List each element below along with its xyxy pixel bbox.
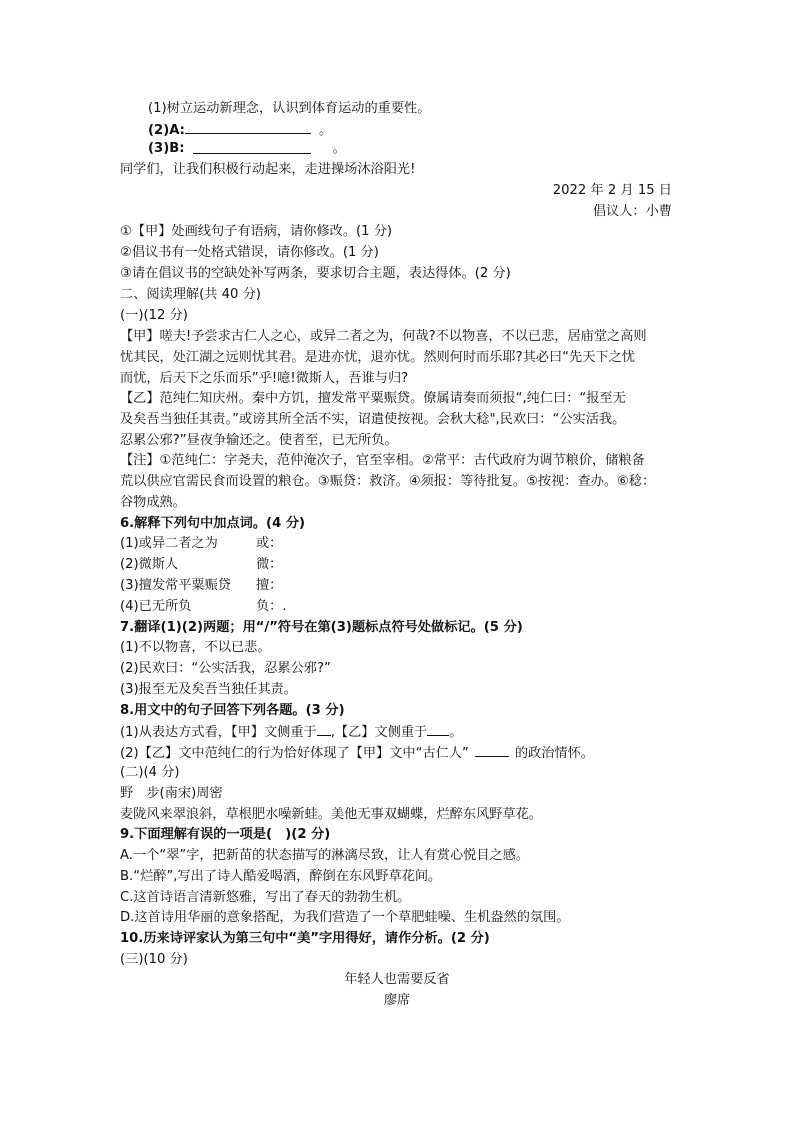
article-title: 年轻人也需要反省 [344, 972, 450, 987]
q9-option: B.“烂醉”,写出了诗人酷爱喝酒，醉倒在东风野草花间。 [120, 869, 442, 884]
q6-item [120, 556, 282, 574]
q6-item [120, 598, 287, 616]
q8-text: (2)【乙】文中范纯仁的行为恰好体现了【甲】文中“古仁人” [120, 746, 469, 761]
part-1-heading: (一)(12 分) [120, 308, 188, 323]
q6-word: 负：. [256, 599, 287, 614]
q8-text: 的政治情怀。 [514, 746, 594, 761]
answer-blank-b [193, 140, 311, 154]
q8-item-2 [120, 743, 594, 763]
passage-jia-line: 忧其民，处江湖之远则忧其君。是进亦忧，退亦忧。然则何时而乐耶?其必曰“先天下之忧 [120, 350, 635, 365]
poem-text: 麦陇风来翠浪斜，草根肥水噪新蛙。美他无事双蝴蝶，烂醉东风野草花。 [120, 807, 542, 822]
part-3-heading: (三)(10 分) [120, 952, 188, 967]
proposal-closing: 同学们，让我们积极行动起来，走进操场沐浴阳光! [120, 162, 416, 177]
q9-option: D.这首诗用华丽的意象搭配，为我们营造了一个草肥蛙噪、生机盎然的氛围。 [120, 910, 570, 925]
q6-item [120, 577, 282, 595]
section-heading: 二、阅读理解(共 40 分) [120, 287, 261, 302]
proposal-item-2 [148, 120, 332, 140]
q8-text: ,【乙】文侧重于 [330, 725, 428, 740]
part-2-heading: (二)(4 分) [120, 765, 180, 780]
task-3: ③请在倡议书的空缺处补写两条，要求切合主题，表达得体。(2 分) [120, 266, 511, 281]
passage-yi-line: 及矣吾当独任其责。”或谤其所全活不实，诏遣使按视。会秋大稔",民欢曰：“公实活我。 [120, 412, 626, 427]
passage-jia-line: 而忧，后天下之乐而乐”乎!噫!微斯人，吾谁与归? [120, 371, 409, 386]
note-line: 【注】①范纯仁：字尧夫，范仲淹次子，官至宰相。②常平：古代政府为调节粮价，储粮备 [120, 453, 645, 468]
proposal-item-3 [148, 140, 346, 158]
q6-sentence: (1)或异二者之为 [120, 536, 218, 551]
question-8-title: 8.用文中的句子回答下列各题。(3 分) [120, 703, 345, 718]
task-2: ②倡议书有一处格式错误，请你修改。(1 分) [120, 245, 379, 260]
answer-blank-a [185, 120, 311, 134]
passage-jia-line: 【甲】嗟夫!予尝求古仁人之心，或异二者之为，何哉?不以物喜，不以已悲，居庙堂之高则 [120, 329, 647, 344]
q9-option: C.这首诗语言清新悠雅，写出了春天的勃勃生机。 [120, 890, 411, 905]
passage-yi-line: 【乙】范纯仁知庆州。秦中方饥，擅发常平粟赈贷。僚属请奏而须报“,纯仁曰：“报至无 [120, 391, 626, 406]
q6-sentence: (3)擅发常平粟赈贷 [120, 578, 231, 593]
q7-item: (2)民欢曰：“公实活我，忍累公邪?” [120, 661, 331, 676]
q6-word: 或： [256, 536, 283, 551]
question-9-title: 9.下面理解有误的一项是( )(2 分) [120, 827, 331, 842]
q6-sentence: (4)已无所负 [120, 599, 192, 614]
question-7-title: 7.翻译(1)(2)两题；用“/”符号在第(3)题标点符号处做标记。(5 分) [120, 620, 523, 635]
article-author: 廖席 [383, 993, 411, 1008]
answer-blank [475, 743, 509, 757]
proposal-date: 2022 年 2 月 15 日 [552, 183, 672, 198]
item-2-label: (2)A: [148, 123, 185, 138]
passage-yi-line: 忍累公邪?”昼夜争输还之。使者至，已无所负。 [120, 433, 398, 448]
q6-sentence: (2)微斯人 [120, 557, 179, 572]
answer-blank [427, 722, 449, 736]
item-3-label: (3)B: [148, 141, 185, 156]
q8-text: (1)从表达方式看，【甲】文侧重于 [120, 725, 317, 740]
q7-item: (1)不以物喜，不以已悲。 [120, 640, 271, 655]
q8-item-1 [120, 722, 462, 742]
q6-word: 微： [256, 557, 283, 572]
q7-item: (3)报至无及矣吾当独任其责。 [120, 682, 297, 697]
proposal-item-1: (1)树立运动新理念，认识到体育运动的重要性。 [148, 101, 431, 116]
item-2-end: 。 [318, 123, 333, 138]
q8-text: 。 [449, 725, 463, 740]
poem-title: 野 步(南宋)周密 [120, 786, 223, 801]
task-1: ①【甲】处画线句子有语病，请你修改。(1 分) [120, 224, 393, 239]
q6-item [120, 535, 282, 553]
question-6-title: 6.解释下列句中加点词。(4 分) [120, 516, 306, 531]
note-line: 荒以供应官需民食而设置的粮仓。③赈贷：救济。④须报：等待批复。⑤按视：查办。⑥稔： [120, 474, 656, 489]
q6-word: 擅： [256, 578, 283, 593]
q9-option: A.一个“翠”字，把新苗的状态描写的淋漓尽致，让人有赏心悦目之感。 [120, 848, 530, 863]
answer-blank [317, 722, 331, 736]
question-10: 10.历来诗评家认为第三句中“美”字用得好，请作分析。(2 分) [120, 931, 490, 946]
item-3-end: 。 [332, 141, 346, 156]
note-line: 谷物成熟。 [120, 495, 186, 510]
proposal-signer: 倡议人：小曹 [592, 204, 672, 219]
